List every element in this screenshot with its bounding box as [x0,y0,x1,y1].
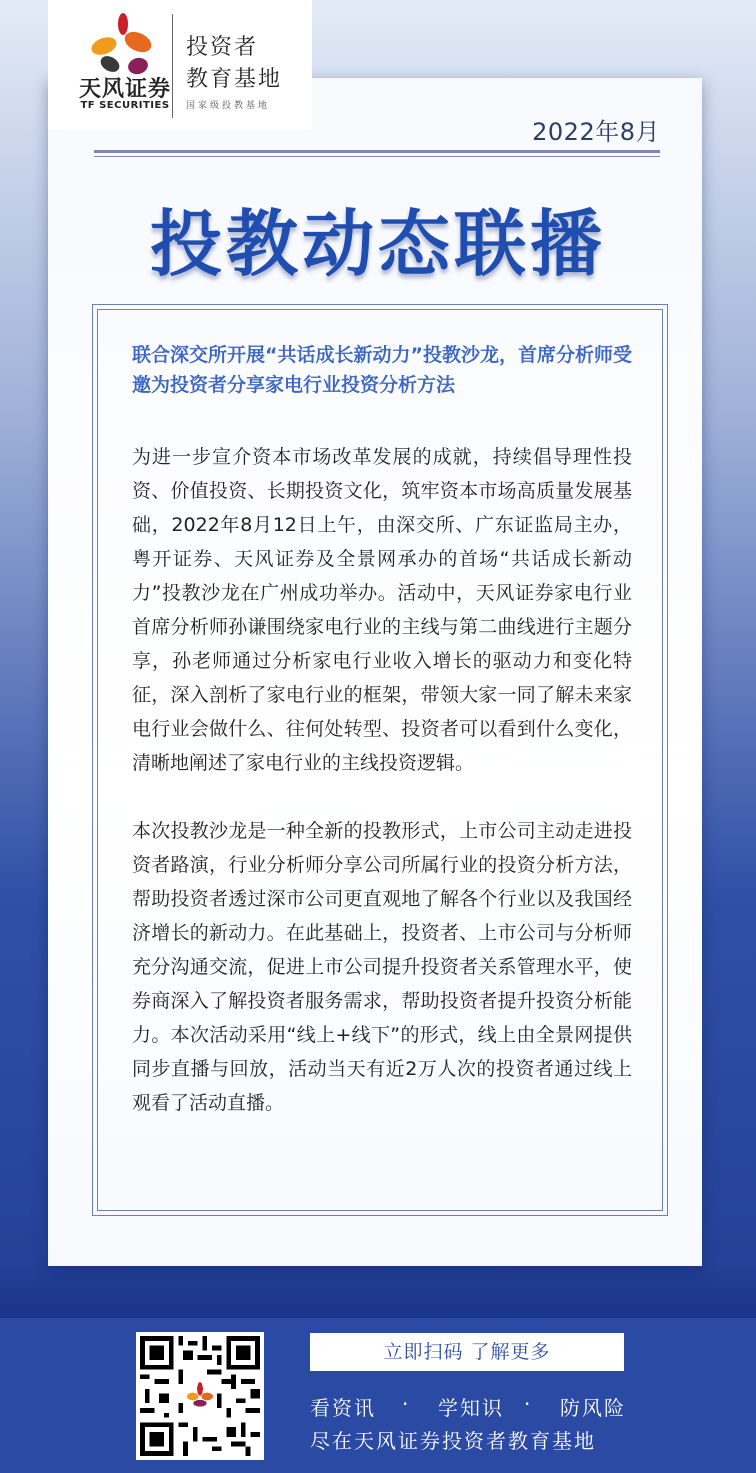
article [132,340,632,1120]
qr-code-icon [140,1336,260,1456]
tf-logo-icon [88,12,158,80]
background-band [0,1260,756,1320]
article-headline: 联合深交所开展“共话成长新动力”投教沙龙，首席分析师受邀为投资者分享家电行业投资分析方法 [132,344,632,396]
article-paragraph-2: 本次投教沙龙是一种全新的投教形式，上市公司主动走进投资者路演，行业分析师分享公司所属行业的投资分析方法，帮助投资者透过深市公司更直观地了解各个行业以及我国经济增长的新动力。在此基础上，投资者、上市公司与分析师充分沟通交流，促进上市公司提升投资者关系管理水平，使券商深入了解投资者服务需求，帮助投资者提升投资分析能力。本次活动采用“线上+线下”的形式，线上由全景网提供同步直播与回放，活动当天有近2万人次的投资者通过线上观看了活动直播。 [132,820,632,1114]
slogan-knowledge: 学知识 [438,1396,504,1420]
date-rule-thin [94,156,660,157]
scan-more-button[interactable]: 立即扫码 了解更多 [310,1333,624,1371]
date-rule [94,150,660,153]
slogan-tagline: 尽在天风证券投资者教育基地 [310,1429,596,1453]
page-title: 投教动态联播 [149,202,606,286]
slogan-separator: · [402,1392,411,1416]
edu-base-subtitle: 国家级投教基地 [186,101,271,111]
edu-base-line1: 投资者 [186,35,259,60]
brand-name-cn: 天风证券 [78,77,171,102]
logo-divider [172,14,173,118]
qr-code[interactable] [136,1332,264,1460]
issue-date: 2022年8月 [532,118,660,146]
slogan-risk: 防风险 [560,1396,626,1420]
brand-logo-panel [48,0,312,130]
slogan-news: 看资讯 [310,1396,376,1420]
brand-name-en: TF SECURITIES [80,100,170,111]
edu-base-line2: 教育基地 [186,67,283,92]
article-paragraph-1: 为进一步宣介资本市场改革发展的成就，持续倡导理性投资、价值投资、长期投资文化，筑牢资本市场高质量发展基础，2022年8月12日上午，由深交所、广东证监局主办，粤开证券、天风证券及全景网承办的首场“共话成长新动力”投教沙龙在广州成功举办。活动中，天风证券家电行业首席分析师孙谦围绕家电行业的主线与第二曲线进行主题分享，孙老师通过分析家电行业收入增长的驱动力和变化特征，深入剖析了家电行业的框架，带领大家一同了解未来家电行业会做什么、往何处转型、投资者可以看到什么变化，清晰地阐述了家电行业的主线投资逻辑。 [132,446,632,774]
slogan-separator: · [524,1392,533,1416]
